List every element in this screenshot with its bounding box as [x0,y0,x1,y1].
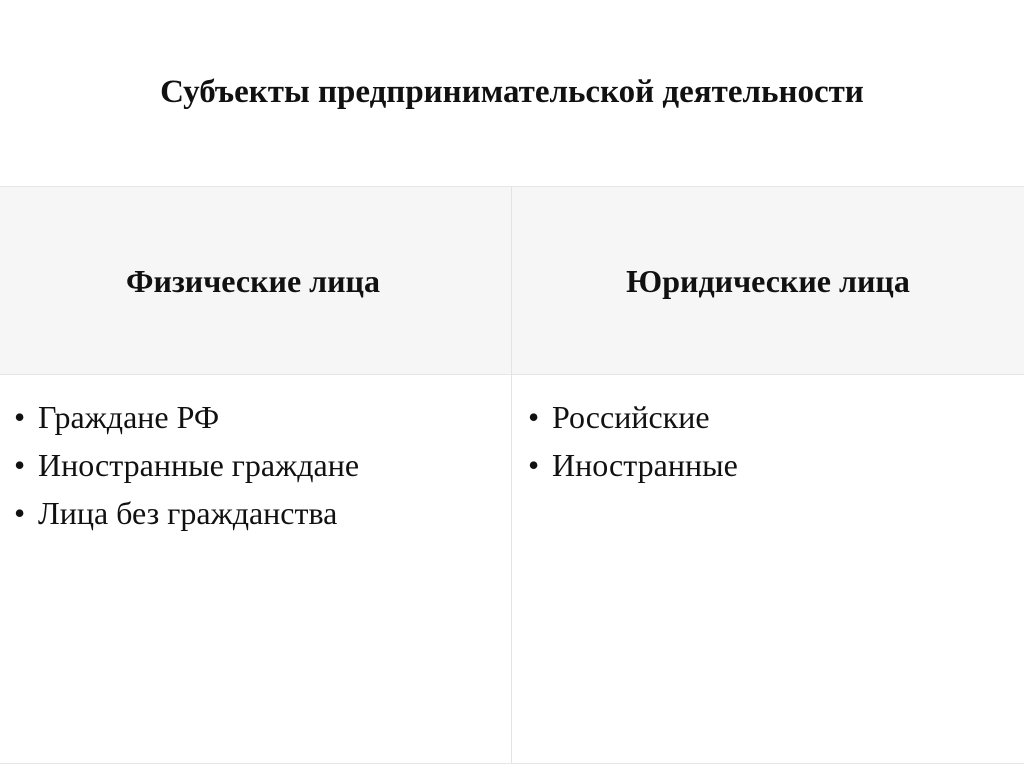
list-item [14,393,504,441]
bullet: • [528,399,540,435]
bullet: • [14,447,26,483]
cell-legal-entities [528,375,1018,763]
bullet: • [528,447,540,483]
list-item [14,441,504,489]
list-item-label: Российские [552,399,710,435]
list-item-label: Лица без гражданства [38,495,338,531]
subjects-table [0,186,1024,764]
header-individuals: Физические лица [126,262,380,299]
slide-title: Субъекты предпринимательской деятельности [160,74,864,110]
legal-entities-list [528,393,1018,489]
list-item-label: Иностранные [552,447,738,483]
list-item-label: Иностранные граждане [38,447,360,483]
list-item [528,441,1018,489]
list-item-label: Граждане РФ [38,399,220,435]
table-header-row [0,187,1024,375]
list-item [528,393,1018,441]
header-legal-entities: Юридические лица [626,262,910,299]
bullet: • [14,399,26,435]
column-divider [511,187,512,763]
bullet: • [14,495,26,531]
individuals-list [14,393,504,537]
cell-individuals [14,375,504,763]
list-item [14,489,504,537]
